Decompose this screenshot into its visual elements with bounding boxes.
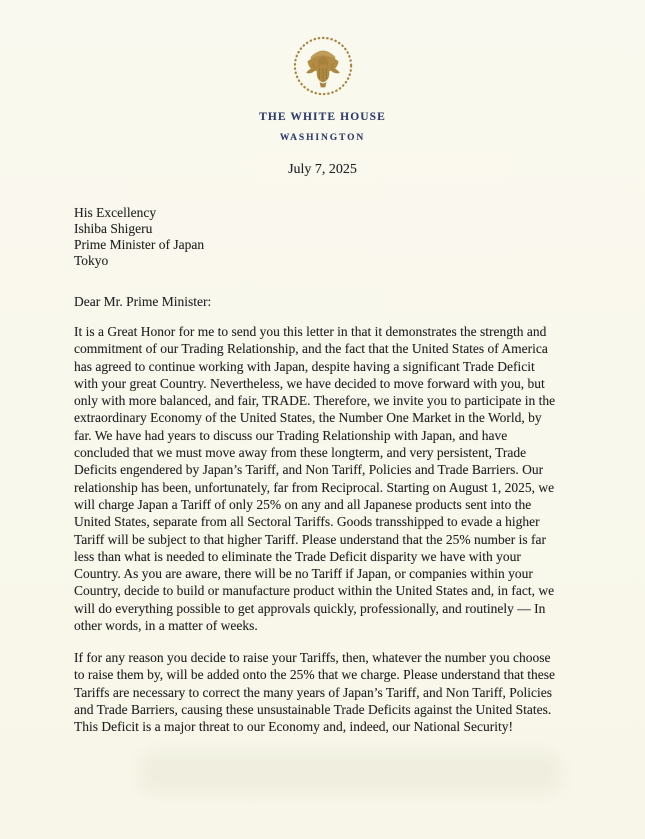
text-line: Country. As you are aware, there will be no Tariff if Japan, or companies within your: [74, 566, 533, 582]
page-bleedthrough-ghost: [140, 752, 560, 792]
text-line: with your great Country. Nevertheless, we have decided to move forward with you, but: [74, 375, 545, 391]
text-line: Tariff will be subject to that higher Tariff. Please understand that the 25% number is far: [74, 531, 546, 547]
text-line: His Excellency: [74, 205, 157, 220]
text-line: relationship has been, unfortunately, far from Reciprocal. Starting on August 1, 2025, we: [74, 479, 555, 495]
body-paragraph-1: [74, 323, 555, 634]
presidential-seal-icon: [292, 35, 354, 97]
letter-date: July 7, 2025: [288, 162, 357, 177]
text-line: will charge Japan a Tariff of only 25% on any and all Japanese products sent into the: [74, 496, 532, 512]
letterhead-location: WASHINGTON: [279, 133, 366, 143]
text-line: other words, in a matter of weeks.: [74, 618, 258, 634]
text-line: This Deficit is a major threat to our Economy and, indeed, our National Security!: [74, 719, 514, 735]
text-line: will do everything possible to get approvals quickly, professionally, and routinely — In: [74, 600, 546, 616]
text-line: only with more balanced, and fair, TRADE. Therefore, we invite you to participate in the: [74, 393, 556, 409]
presidential-seal: [0, 35, 645, 97]
recipient-address: [74, 205, 204, 269]
salutation: Dear Mr. Prime Minister:: [74, 294, 212, 309]
text-line: United States, separate from all Sectoral Tariffs. Goods transshipped to evade a higher: [74, 514, 540, 530]
text-line: Tokyo: [74, 252, 109, 268]
body-paragraph-2: [74, 649, 555, 735]
text-line: concluded that we must move away from these longterm, and very persistent, Trade: [74, 445, 527, 461]
text-line: extraordinary Economy of the United States, the Number One Market in the World, by: [74, 410, 542, 426]
text-line: and Trade Barriers, causing these unsustainable Trade Deficits against the United States.: [74, 701, 552, 717]
text-line: Prime Minister of Japan: [74, 236, 205, 252]
letterhead-org: THE WHITE HOUSE: [259, 111, 386, 123]
text-line: commitment of our Trading Relationship, and the fact that the United States of America: [74, 341, 548, 357]
text-line: has agreed to continue working with Japan, despite having a significant Trade Deficit: [74, 358, 535, 374]
text-line: Country, decide to build or manufacture product within the United States and, in fact, we: [74, 583, 555, 599]
text-line: It is a Great Honor for me to send you this letter in that it demonstrates the strength and: [74, 324, 547, 339]
text-line: Deficits engendered by Japan’s Tariff, and Non Tariff, Policies and Trade Barriers. Our: [74, 462, 544, 478]
text-line: to raise them by, will be added onto the 25% that we charge. Please understand that these: [74, 667, 555, 683]
text-line: Ishiba Shigeru: [74, 220, 153, 236]
text-line: less than what is needed to eliminate the Trade Deficit disparity we have with your: [74, 548, 521, 564]
text-line: far. We have had years to discuss our Trading Relationship with Japan, and have: [74, 427, 508, 443]
text-line: Tariffs are necessary to correct the many years of Japan’s Tariff, and Non Tariff, Policies: [74, 684, 552, 700]
text-line: If for any reason you decide to raise your Tariffs, then, whatever the number you choose: [74, 650, 551, 665]
